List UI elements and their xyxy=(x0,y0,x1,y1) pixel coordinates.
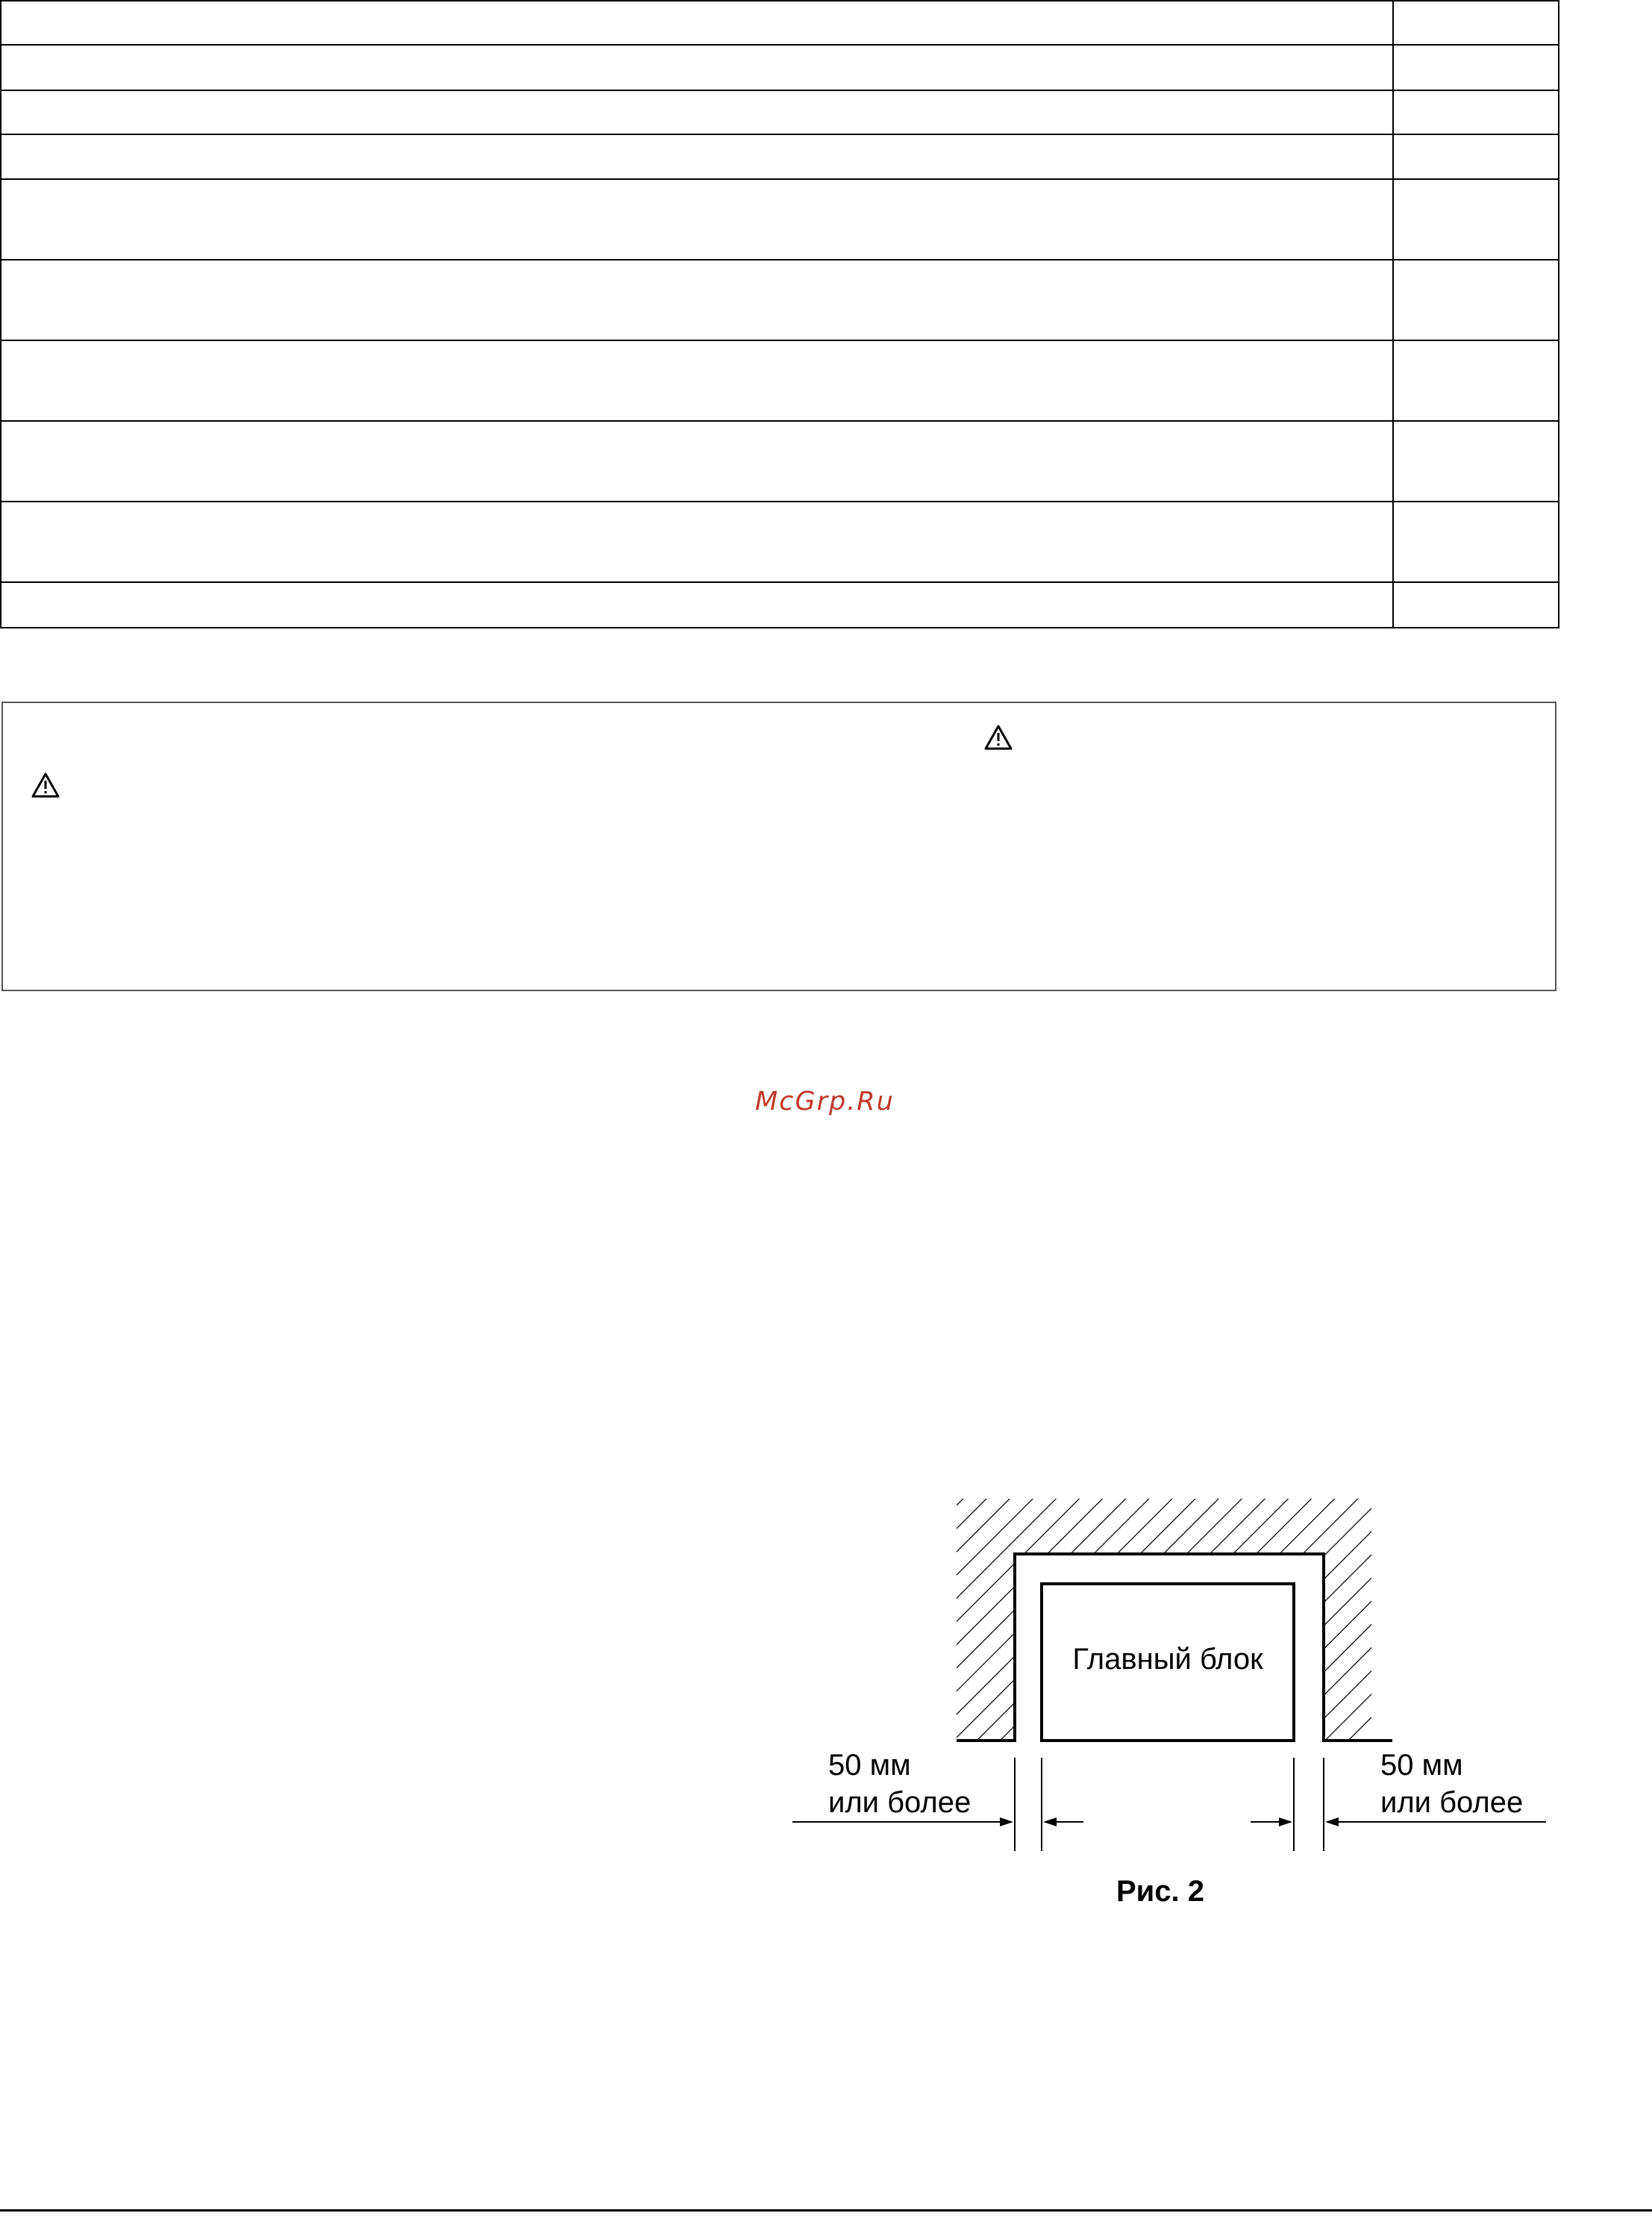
table-row xyxy=(1,134,1559,179)
table-cell xyxy=(1,134,1393,179)
table-row xyxy=(1,1,1559,45)
arrowhead xyxy=(1279,1817,1292,1826)
table-row xyxy=(1,582,1559,628)
table-cell xyxy=(1,260,1393,340)
table-row xyxy=(1,260,1559,340)
table-cell xyxy=(1393,260,1559,340)
clearance-right-qualifier: или более xyxy=(1380,1786,1524,1819)
table-cell xyxy=(1393,502,1559,582)
installation-clearance-diagram xyxy=(783,1493,1552,1941)
table-cell xyxy=(1,421,1393,502)
table-row xyxy=(1,340,1559,421)
table-cell xyxy=(1393,340,1559,421)
table-cell xyxy=(1,1,1393,45)
table-cell xyxy=(1393,582,1559,628)
arrowhead xyxy=(1000,1817,1013,1826)
table-cell xyxy=(1393,134,1559,179)
table-row xyxy=(1,90,1559,134)
table-cell xyxy=(1393,45,1559,90)
warning-box xyxy=(1,702,1556,991)
watermark: McGrp.Ru xyxy=(755,1087,895,1117)
clearance-left-qualifier: или более xyxy=(828,1786,972,1819)
table-cell xyxy=(1,179,1393,260)
table-cell xyxy=(1,582,1393,628)
clearance-left-value: 50 мм xyxy=(828,1749,911,1782)
table-row xyxy=(1,421,1559,502)
table-row xyxy=(1,45,1559,90)
table-cell xyxy=(1393,90,1559,134)
figure-caption: Рис. 2 xyxy=(1116,1875,1204,1908)
table-row xyxy=(1,502,1559,582)
table-cell xyxy=(1,502,1393,582)
main-unit-label: Главный блок xyxy=(1072,1643,1263,1676)
parts-table xyxy=(0,0,1559,628)
table-cell xyxy=(1,340,1393,421)
table-cell xyxy=(1393,1,1559,45)
table-cell xyxy=(1393,421,1559,502)
table-cell xyxy=(1393,179,1559,260)
table-cell xyxy=(1,45,1393,90)
warning-triangle-icon xyxy=(31,772,60,799)
arrowhead xyxy=(1325,1817,1339,1826)
table-row xyxy=(1,179,1559,260)
warning-triangle-icon xyxy=(983,724,1013,751)
table-cell xyxy=(1,90,1393,134)
page-bottom-rule xyxy=(0,2209,1652,2212)
clearance-right-value: 50 мм xyxy=(1380,1749,1463,1782)
arrowhead xyxy=(1043,1817,1057,1826)
